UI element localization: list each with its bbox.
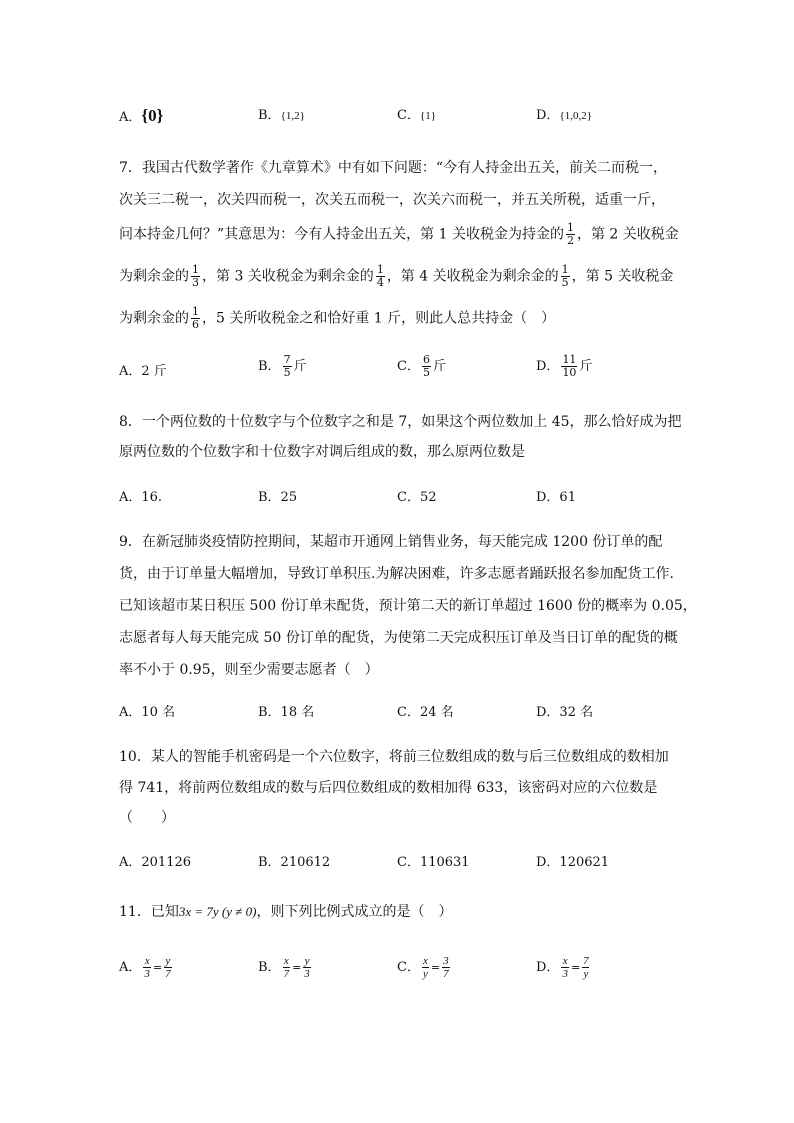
q7-line-4 — [119, 264, 684, 289]
q7-option-c-num: 6 — [422, 353, 430, 366]
q11-option-c-left — [422, 955, 429, 980]
q8-option-a: A．16. — [119, 490, 163, 505]
q6-option-a-value: {0} — [141, 106, 164, 125]
q7-fraction-1-den: 2 — [566, 234, 574, 247]
q7-option-c-fraction — [422, 354, 431, 379]
q11-option-a-equals: = — [152, 961, 163, 974]
q7-fraction-3 — [376, 264, 385, 289]
q11-option-c-left-den: y — [422, 968, 428, 980]
q7-line-4-text-a: 为剩余金的 — [119, 268, 189, 285]
q10-line-3: （ ） — [119, 810, 175, 826]
q11-option-a-left-den: 3 — [144, 968, 150, 980]
q7-line-5-text-a: 为剩余金的 — [119, 310, 189, 327]
q7-line-3-text-a: 问本持金几何？”其意思为：今有人持金出五关，第 1 关收税金为持金的 — [119, 226, 564, 243]
q8-line-1: 8．一个两位数的十位数字与个位数字之和是 7，如果这个两位数加上 45，那么恰好成为把 — [119, 414, 682, 430]
q11-option-a-right-num: y — [165, 955, 171, 967]
q11-option-d-left-num: x — [562, 955, 568, 967]
q11-option-d-equals: = — [570, 961, 581, 974]
q10-option-a: A．201126 — [119, 855, 192, 870]
q10-option-b: B．210612 — [258, 855, 331, 870]
q9-line-3: 已知该超市某日积压 500 份订单未配货，预计第二天的新订单超过 1600 份的概率为 0.05， — [119, 598, 697, 614]
q11-line-1-text-b: ，则下列比例式成立的是（ ） — [256, 904, 453, 920]
q9-line-5: 率不小于 0.95，则至少需要志愿者（ ） — [119, 662, 379, 678]
q7-line-4-text-b: ，第 3 关收税金为剩余金的 — [202, 268, 374, 285]
q6-option-d-value: {1,0,2} — [559, 110, 592, 122]
q7-option-d-unit: 斤 — [579, 359, 593, 374]
q11-option-a — [119, 955, 174, 980]
q11-option-d-left-den: 3 — [562, 968, 568, 980]
q11-option-b-right-den: 3 — [304, 968, 310, 980]
q9-line-2: 货，由于订单量大幅增加，导致订单积压.为解决困难，许多志愿者踊跃报名参加配货工作. — [119, 566, 674, 582]
q7-option-c-unit: 斤 — [432, 359, 446, 374]
q7-line-1: 7．我国古代数学著作《九章算术》中有如下问题：“今有人持金出五关，前关二而税一， — [119, 160, 668, 176]
q11-option-d-right — [582, 955, 590, 980]
q11-option-a-right — [164, 955, 172, 980]
q11-option-b — [258, 955, 313, 980]
q10-line-2: 得 741，将前两位数组成的数与后四位数组成的数相加得 633，该密码对应的六位数是 — [119, 780, 658, 796]
q7-fraction-3-num: 1 — [376, 263, 384, 276]
q11-line-1 — [119, 902, 684, 922]
q7-option-d-den: 10 — [562, 366, 577, 379]
q11-option-b-left-num: x — [283, 955, 289, 967]
q11-condition: 3x = 7y (y ≠ 0) — [178, 904, 257, 919]
q6-option-d — [536, 106, 592, 126]
q6-option-d-label: D． — [536, 108, 560, 123]
q11-option-a-label: A． — [119, 960, 142, 975]
q7-fraction-2 — [191, 264, 200, 289]
q11-option-c-right-den: 7 — [443, 968, 449, 980]
q7-fraction-3-den: 4 — [376, 276, 384, 289]
q7-option-d-label: D． — [536, 359, 560, 374]
q6-option-a-label: A． — [119, 110, 142, 125]
q6-option-b — [258, 106, 305, 126]
q7-fraction-5-den: 6 — [192, 318, 199, 331]
q11-option-c-equals: = — [430, 961, 441, 974]
q11-option-d-right-num: 7 — [583, 955, 589, 967]
q7-option-b-label: B． — [258, 359, 281, 374]
q7-fraction-2-den: 3 — [192, 276, 199, 289]
q7-fraction-4-den: 5 — [561, 276, 569, 289]
q7-line-3 — [119, 222, 684, 247]
q11-option-c-label: C． — [397, 960, 420, 975]
q11-option-a-left-num: x — [144, 955, 150, 967]
q9-option-c: C．24 名 — [397, 705, 454, 720]
q9-option-d: D．32 名 — [536, 705, 594, 720]
q11-option-b-equals: = — [292, 961, 302, 974]
q9-option-a: A．10 名 — [119, 705, 176, 720]
q7-fraction-5 — [191, 306, 200, 331]
q7-fraction-1 — [566, 222, 575, 247]
q11-option-d-left — [561, 955, 569, 980]
q11-option-a-left — [143, 955, 151, 980]
q11-line-1-text-a: 11．已知 — [119, 904, 179, 920]
q7-option-b-fraction — [283, 354, 292, 379]
q7-option-b-unit: 斤 — [293, 359, 307, 374]
q8-option-b: B．25 — [258, 490, 298, 505]
q6-option-b-value: {1,2} — [280, 110, 305, 122]
q7-fraction-4 — [561, 264, 570, 289]
q7-fraction-4-num: 1 — [561, 263, 569, 276]
q11-option-c — [397, 955, 452, 980]
q10-line-1: 10．某人的智能手机密码是一个六位数字，将前三位数组成的数与后三位数组成的数相加 — [119, 749, 669, 765]
q7-line-4-text-d: ，第 5 关收税金 — [571, 268, 674, 285]
q8-option-c: C．52 — [397, 490, 437, 505]
q7-option-b-num: 7 — [283, 353, 291, 366]
q9-option-b: B．18 名 — [258, 705, 315, 720]
q6-option-b-label: B． — [258, 108, 281, 123]
q11-option-d-label: D． — [536, 960, 560, 975]
q7-line-2: 次关三二税一，次关四而税一，次关五而税一，次关六而税一，并五关所税，适重一斤， — [119, 192, 665, 208]
q6-option-c-label: C． — [397, 108, 420, 123]
q7-option-a: A．2 斤 — [119, 364, 167, 379]
q6-option-c-value: {1} — [419, 110, 437, 122]
q6-option-c — [397, 106, 436, 126]
q7-fraction-5-num: 1 — [192, 305, 199, 318]
q7-fraction-2-num: 1 — [192, 263, 199, 276]
q11-option-b-left-den: 7 — [283, 968, 290, 980]
q11-option-a-right-den: 7 — [165, 968, 171, 980]
q11-option-b-right — [303, 955, 311, 980]
q7-option-c — [397, 354, 446, 379]
q7-line-5-text-b: ，5 关所收税金之和恰好重 1 斤，则此人总共持金（ ） — [202, 310, 556, 327]
q11-option-d — [536, 955, 592, 980]
q11-option-b-label: B． — [258, 960, 281, 975]
q8-line-2: 原两位数的个位数字和十位数字对调后组成的数，那么原两位数是 — [119, 444, 525, 460]
q11-option-c-left-num: x — [422, 955, 428, 967]
q8-option-d: D．61 — [536, 490, 576, 505]
q7-option-c-label: C． — [397, 359, 420, 374]
q7-option-d — [536, 354, 592, 379]
q7-line-5 — [119, 306, 684, 331]
q7-fraction-1-num: 1 — [566, 221, 574, 234]
q7-option-c-den: 5 — [422, 366, 430, 379]
q11-option-b-right-num: y — [304, 955, 310, 967]
q11-option-d-right-den: y — [583, 968, 589, 980]
q10-option-d: D．120621 — [536, 855, 610, 870]
q10-option-c: C．110631 — [397, 855, 470, 870]
q7-option-d-num: 11 — [562, 353, 577, 366]
q7-option-b — [258, 354, 307, 379]
q7-option-b-den: 5 — [283, 366, 291, 379]
q9-line-1: 9．在新冠肺炎疫情防控期间，某超市开通网上销售业务，每天能完成 1200 份订单的配 — [119, 534, 663, 550]
q6-option-a — [119, 106, 163, 128]
q9-line-4: 志愿者每人每天能完成 50 份订单的配货，为使第二天完成积压订单及当日订单的配货的概 — [119, 630, 678, 646]
q11-option-b-left — [283, 955, 291, 980]
q7-line-3-text-b: ，第 2 关收税金 — [576, 226, 679, 243]
q7-option-d-fraction — [561, 354, 577, 379]
q11-option-c-right — [442, 955, 450, 980]
q7-line-4-text-c: ，第 4 关收税金为剩余金的 — [386, 268, 559, 285]
q11-option-c-right-num: 3 — [443, 955, 449, 967]
